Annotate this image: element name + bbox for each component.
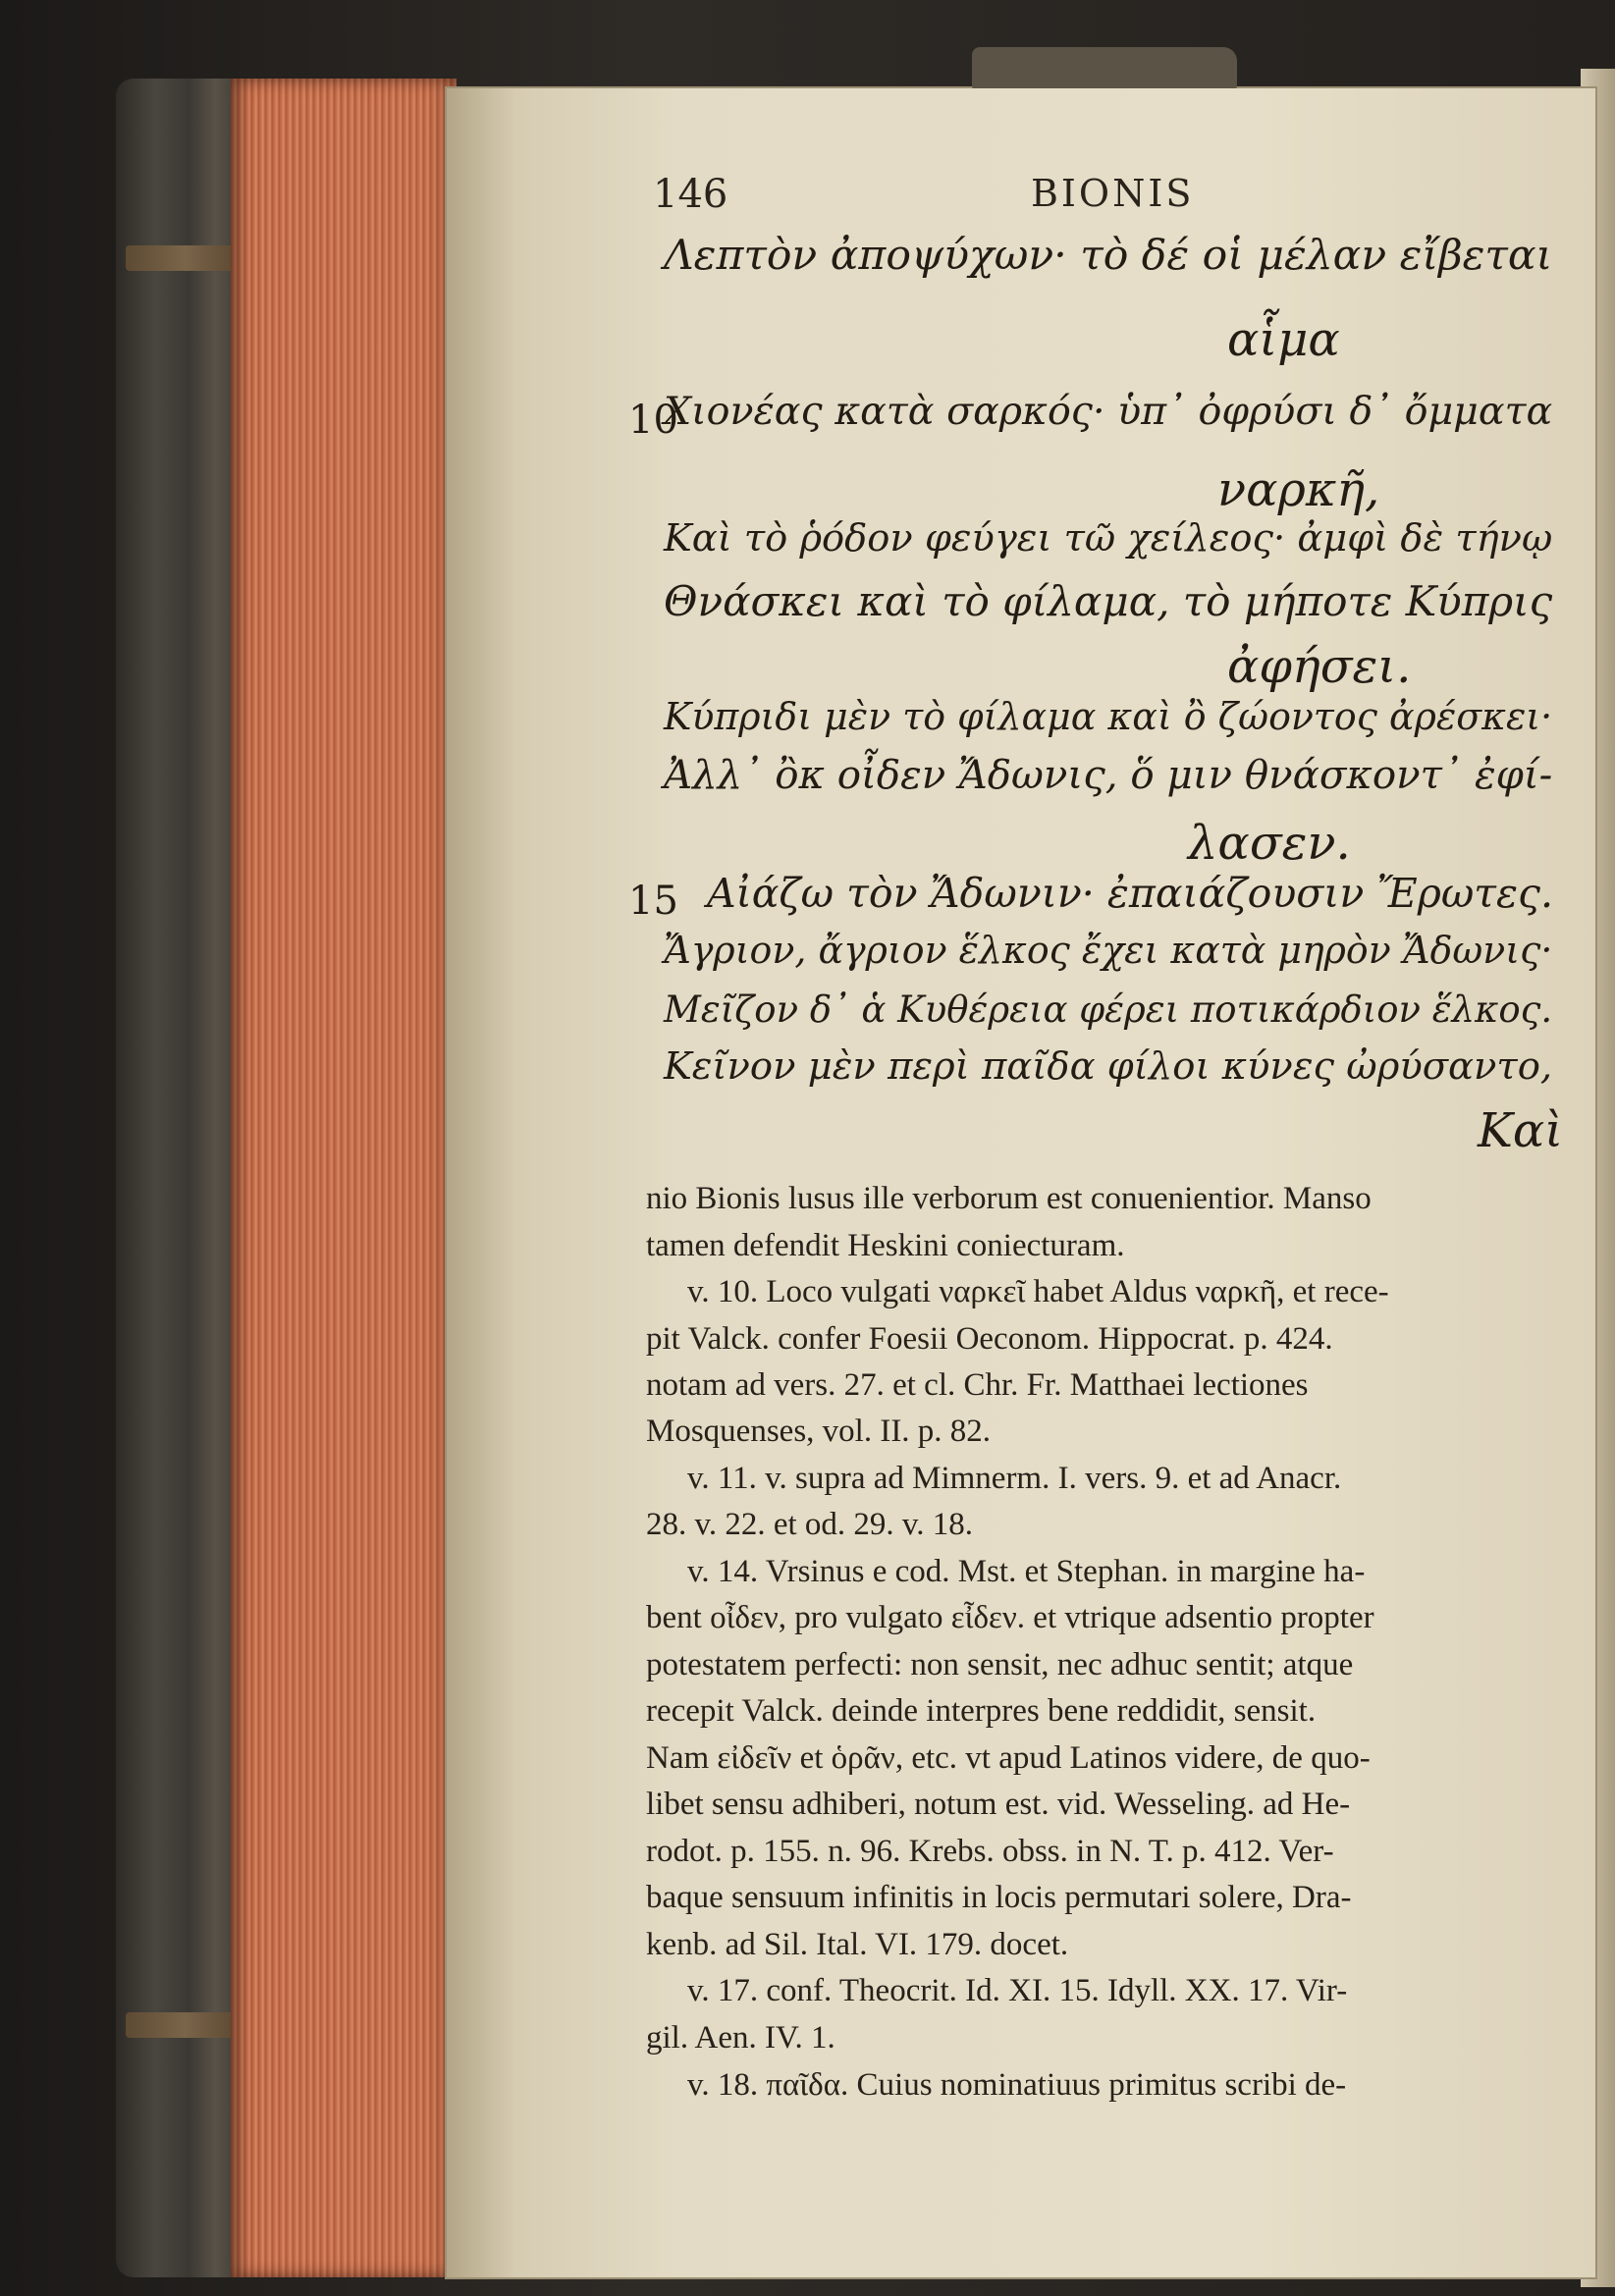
note-line: recepit Valck. deinde interpres bene reddidit, sensit. [646,1693,1317,1729]
verse-line: Ἀλλ᾽ ὂκ οἶδεν Ἄδωνις, ὅ μιν θνάσκοντ᾽ ἐφί- [664,752,1553,798]
line-number: 10 [628,398,678,443]
note-line: 28. v. 22. et od. 29. v. 18. [646,1507,974,1542]
catchword: Καὶ [1478,1103,1564,1158]
note-line: v. 10. Loco vulgati ναρκεῖ habet Aldus ναρκῆ, et rece- [687,1274,1389,1309]
note-line: v. 14. Vrsinus e cod. Mst. et Stephan. in margine ha- [687,1554,1366,1589]
note-line: v. 17. conf. Theocrit. Id. XI. 15. Idyll. XX. 17. Vir- [687,1973,1348,2008]
note-line: kenb. ad Sil. Ital. VI. 179. docet. [646,1927,1069,1962]
note-line: bent οἶδεν, pro vulgato εἶδεν. et vtrique adsentio propter [646,1600,1374,1635]
spine-band [126,2012,243,2038]
note-line: potestatem perfecti: non sensit, nec adhuc sentit; atque [646,1647,1354,1682]
note-line: pit Valck. confer Foesii Oeconom. Hippocrat. p. 424. [646,1321,1333,1357]
note-line: Nam εἰδεῖν et ὁρᾶν, etc. vt apud Latinos videre, de quo- [646,1740,1371,1776]
note-line: tamen defendit Heskini coniecturam. [646,1228,1125,1263]
verse-line: ναρκῆ, [1217,462,1380,517]
note-line: v. 11. v. supra ad Mimnerm. I. vers. 9. et ad Anacr. [687,1461,1342,1496]
note-line: nio Bionis lusus ille verborum est conuenientior. Manso [646,1181,1372,1216]
verse-line: Λεπτὸν ἀποψύχων· τὸ δέ οἱ μέλαν εἴβεται [664,232,1553,280]
verse-line: Καὶ τὸ ῥόδον φεύγει τῶ χείλεος· ἀμφὶ δὲ τήνῳ [664,516,1553,561]
note-line: Mosquenses, vol. II. p. 82. [646,1414,992,1449]
verse-line: Αἰάζω τὸν Ἄδωνιν· ἐπαιάζουσιν Ἔρωτες. [707,870,1554,917]
verse-line: Κεῖνον μὲν περὶ παῖδα φίλοι κύνες ὠρύσαντο, [664,1044,1553,1089]
note-line: v. 18. παῖδα. Cuius nominatiuus primitus scribi de- [687,2067,1347,2103]
note-line: gil. Aen. IV. 1. [646,2020,835,2056]
running-head: BIONIS [1031,172,1195,215]
verse-line: Κύπριδι μὲν τὸ φίλαμα καὶ ὂ ζώοντος ἀρέσκει· [664,695,1553,738]
verse-line: Θνάσκει καὶ τὸ φίλαμα, τὸ μήποτε Κύπρις [664,577,1553,625]
page-damage [972,47,1237,88]
note-line: libet sensu adhiberi, notum est. vid. Wesseling. ad He- [646,1787,1351,1822]
verse-line: Ἄγριον, ἄγριον ἕλκος ἔχει κατὰ μηρὸν Ἄδωνις· [664,929,1553,972]
book-cover [116,79,248,2277]
note-line: notam ad vers. 27. et cl. Chr. Fr. Matthaei lectiones [646,1367,1309,1403]
note-line: baque sensuum infinitis in locis permutari solere, Dra- [646,1880,1352,1915]
verse-line: αἷμα [1227,312,1340,367]
page-number: 146 [653,172,728,217]
note-line: rodot. p. 155. n. 96. Krebs. obss. in N. T. p. 412. Ver- [646,1834,1334,1869]
verse-line: λασεν. [1188,816,1351,871]
verse-line: ἀφήσει. [1227,639,1412,694]
line-number: 15 [628,879,678,924]
spine-band [126,245,243,271]
page-edges [231,79,457,2277]
verse-line: Χιονέας κατὰ σαρκός· ὑπ᾽ ὀφρύσι δ᾽ ὄμματα [664,389,1553,434]
verse-line: Μεῖζον δ᾽ ἁ Κυθέρεια φέρει ποτικάρδιον ἕλκος. [664,988,1553,1031]
